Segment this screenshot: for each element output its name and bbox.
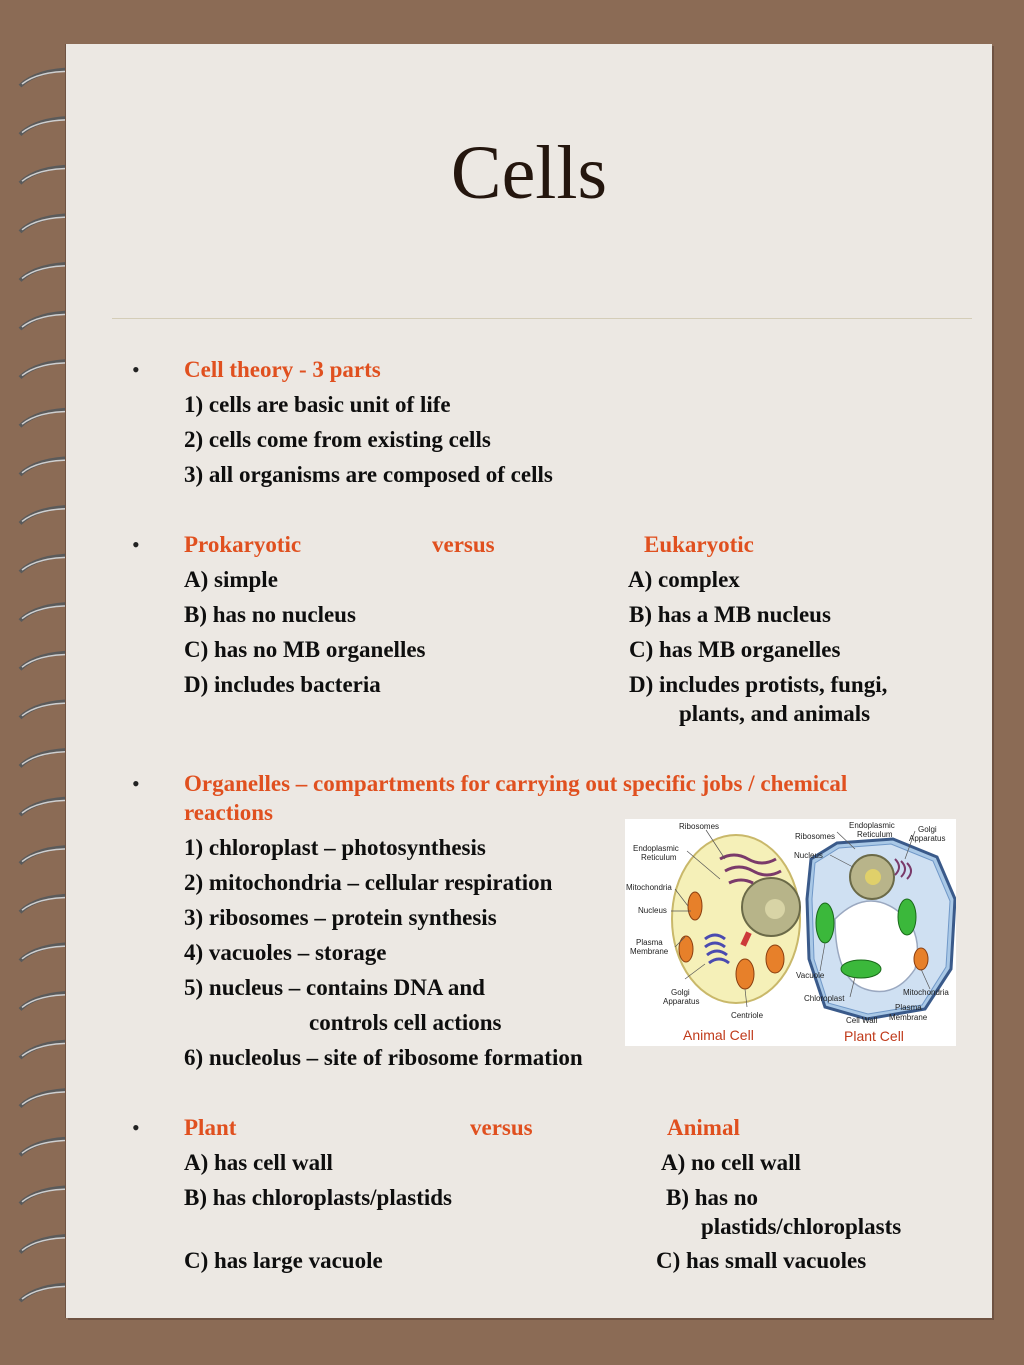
animal-heading: Animal (667, 1115, 740, 1140)
prokaryotic-item: A) simple (184, 567, 278, 592)
organelles-heading-continued: reactions (184, 800, 274, 825)
prokaryotic-heading: Prokaryotic (184, 532, 302, 557)
plant-heading: Plant (184, 1115, 237, 1140)
bullet-icon: • (132, 532, 140, 557)
bullet-icon: • (132, 1115, 140, 1140)
organelle-item: 2) mitochondria – cellular respiration (184, 870, 553, 895)
versus-label: versus (432, 532, 495, 557)
label-reticulum: Reticulum (857, 830, 893, 839)
label-apparatus: Apparatus (663, 997, 700, 1006)
label-reticulum: Reticulum (641, 853, 677, 862)
versus-label: versus (470, 1115, 533, 1140)
prokaryotic-item: D) includes bacteria (184, 672, 381, 697)
label-plasma: Plasma (895, 1003, 922, 1012)
eukaryotic-item: C) has MB organelles (629, 637, 841, 662)
title-divider (112, 318, 972, 319)
bullet-icon: • (132, 771, 140, 796)
organelle-item: 4) vacuoles – storage (184, 940, 387, 965)
label-endoplasmic: Endoplasmic (633, 844, 679, 853)
organelle-item: 5) nucleus – contains DNA and (184, 975, 485, 1000)
plant-cell-caption: Plant Cell (844, 1028, 904, 1044)
cell-diagram (625, 819, 956, 1046)
animal-item: B) has no (666, 1185, 759, 1210)
label-membrane: Membrane (889, 1013, 928, 1022)
label-mitochondria: Mitochondria (903, 988, 949, 997)
eukaryotic-heading: Eukaryotic (644, 532, 754, 557)
theory-item: 2) cells come from existing cells (184, 427, 491, 452)
organelle-item: 3) ribosomes – protein synthesis (184, 905, 497, 930)
eukaryotic-item: D) includes protists, fungi, (629, 672, 888, 697)
theory-item: 1) cells are basic unit of life (184, 392, 451, 417)
label-golgi: Golgi (918, 825, 937, 834)
organelle-item: 1) chloroplast – photosynthesis (184, 835, 486, 860)
notebook-page (66, 44, 992, 1318)
animal-cell (671, 830, 800, 1007)
plant-item: C) has large vacuole (184, 1248, 383, 1273)
page-title: Cells (450, 131, 608, 215)
label-ribosomes: Ribosomes (795, 832, 836, 841)
organelle-item: 6) nucleolus – site of ribosome formation (184, 1045, 583, 1070)
eukaryotic-item: A) complex (628, 567, 740, 592)
label-centriole: Centriole (731, 1011, 764, 1020)
label-plasma: Plasma (636, 938, 663, 947)
animal-item: C) has small vacuoles (656, 1248, 867, 1273)
animal-item: A) no cell wall (661, 1150, 801, 1175)
label-cell-wall: Cell Wall (846, 1016, 878, 1025)
animal-item-continued: plastids/chloroplasts (701, 1214, 902, 1239)
prokaryotic-item: C) has no MB organelles (184, 637, 426, 662)
label-ribosomes: Ribosomes (679, 822, 720, 831)
theory-item: 3) all organisms are composed of cells (184, 462, 553, 487)
label-nucleus: Nucleus (794, 851, 823, 860)
label-nucleus: Nucleus (638, 906, 667, 915)
eukaryotic-item: B) has a MB nucleus (629, 602, 831, 627)
label-mitochondria: Mitochondria (626, 883, 672, 892)
organelles-heading: Organelles – compartments for carrying out specific jobs / chemical (184, 771, 848, 796)
eukaryotic-item-continued: plants, and animals (679, 701, 871, 726)
organelle-item-continued: controls cell actions (309, 1010, 502, 1035)
label-vacuole: Vacuole (796, 971, 825, 980)
label-endoplasmic: Endoplasmic (849, 821, 895, 830)
prokaryotic-item: B) has no nucleus (184, 602, 356, 627)
bullet-icon: • (132, 357, 140, 382)
label-membrane: Membrane (630, 947, 669, 956)
label-golgi: Golgi (671, 988, 690, 997)
label-apparatus: Apparatus (909, 834, 946, 843)
label-chloroplast: Chloroplast (804, 994, 845, 1003)
animal-cell-caption: Animal Cell (683, 1027, 754, 1043)
plant-item: B) has chloroplasts/plastids (184, 1185, 452, 1210)
plant-item: A) has cell wall (184, 1150, 333, 1175)
cell-theory-heading: Cell theory - 3 parts (184, 357, 381, 382)
